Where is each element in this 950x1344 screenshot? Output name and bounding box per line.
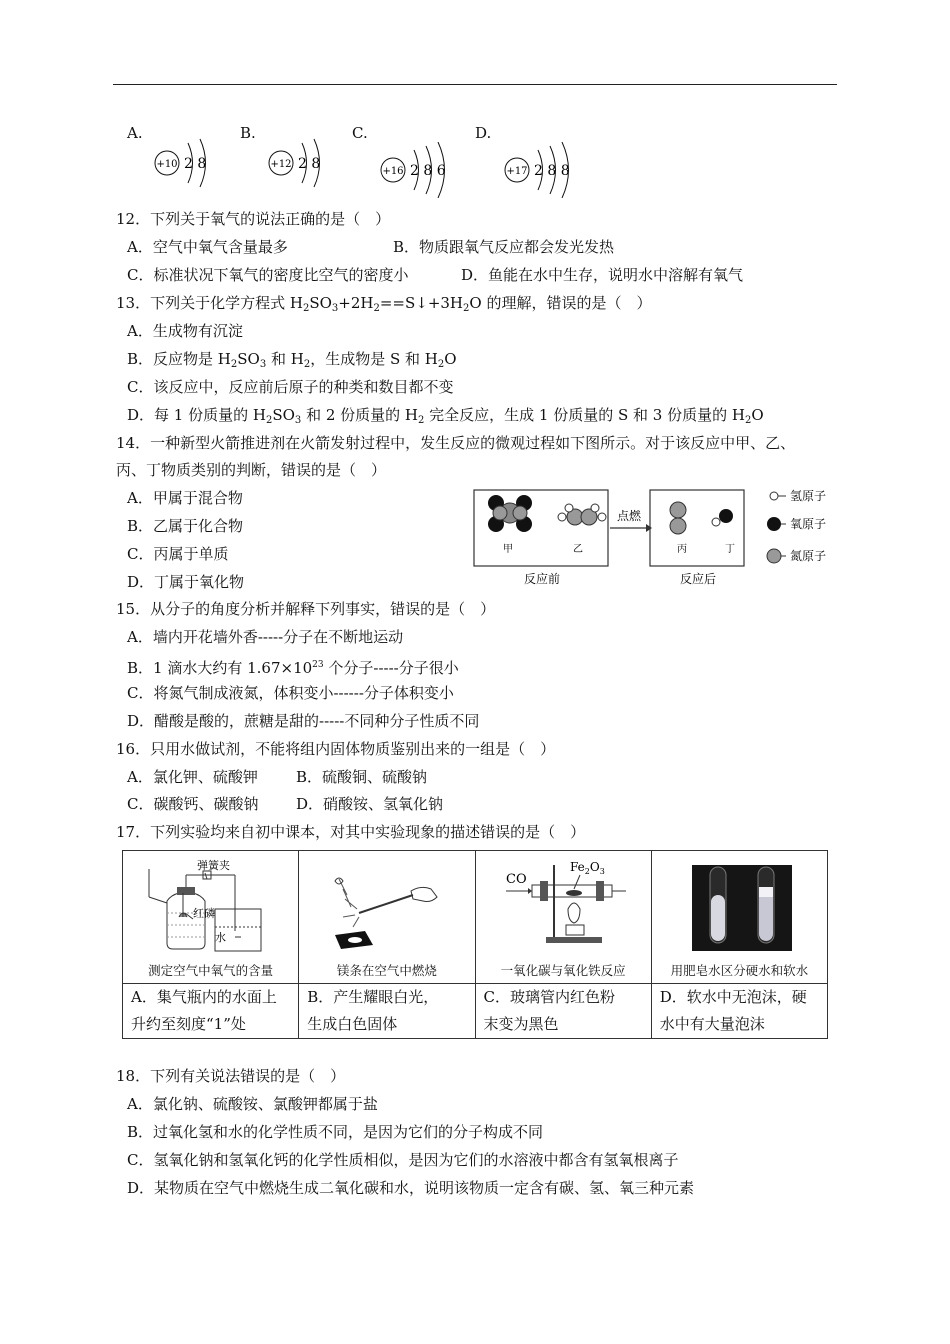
experiment-option-c: C．玻璃管内红色粉 末变为黑色 [475, 984, 651, 1039]
label-ding: 丁 [725, 544, 735, 555]
svg-text:+17: +17 [506, 166, 528, 177]
atom-option-letter: A. [127, 124, 143, 142]
question-12-option-c: C．标准状况下氧气的密度比空气的密度小 [127, 266, 409, 284]
question-14-option-a: A．甲属于混合物 [127, 489, 243, 507]
experiment-cell-co [475, 851, 651, 984]
label-jia: 甲 [503, 544, 513, 555]
magnesium-burning-illustration [299, 851, 465, 961]
experiment-cell-soap [651, 851, 827, 984]
svg-text:+16: +16 [382, 166, 404, 177]
question-12-option-d: D．鱼能在水中生存，说明水中溶解有氧气 [461, 266, 744, 284]
question-13-option-d: D．每 1 份质量的 $H_2SO_3$ 和 2 份质量的 $H_2$ 完全反应，生成 1 份质量的 S 和 3 份质量的 $H_2O$ [127, 406, 764, 426]
svg-text:2 8: 2 8 [298, 156, 321, 172]
question-13-option-a: A．生成物有沉淀 [127, 322, 243, 340]
label-red-phosphorus: 红磷 [193, 907, 215, 920]
caption-oxygen-content: 测定空气中氧气的含量 [148, 963, 274, 978]
question-16-option-a: A．氯化钾、硫酸钾 [127, 768, 258, 786]
caption-soap-water: 用肥皂水区分硬水和软水 [670, 963, 809, 978]
question-16-option-b: B．硫酸铜、硫酸钠 [296, 768, 428, 786]
question-15-stem: 15．从分子的角度分析并解释下列事实，错误的是（ ） [116, 600, 496, 618]
question-15-option-c: C．将氮气制成液氮，体积变小------分子体积变小 [127, 684, 454, 702]
soap-water-test-illustration [652, 851, 832, 961]
question-18-stem: 18．下列有关说法错误的是（ ） [116, 1067, 346, 1085]
atom-diagram [264, 135, 344, 191]
question-14-stem: 14．一种新型火箭推进剂在火箭发射过程中，发生反应的微观过程如下图所示。对于该反应中甲、乙、 [116, 434, 796, 452]
atom-option-letter: C. [352, 124, 368, 142]
legend-hydrogen: 氢原子 [790, 489, 827, 503]
label-before: 反应前 [523, 572, 561, 586]
svg-text:2 8 6: 2 8 6 [410, 163, 446, 179]
question-18-option-d: D．某物质在空气中燃烧生成二氧化碳和水，说明该物质一定含有碳、氢、氧三种元素 [127, 1179, 695, 1197]
question-13-option-c: C．该反应中，反应前后原子的种类和数目都不变 [127, 378, 454, 396]
label-fe2o3: $Fe_2O_3$ [569, 860, 605, 876]
svg-text:+12: +12 [270, 159, 292, 170]
question-18-option-a: A．氯化钠、硫酸铵、氯酸钾都属于盐 [127, 1095, 378, 1113]
experiment-option-d: D．软水中无泡沫，硬 水中有大量泡沫 [651, 984, 827, 1039]
label-after: 反应后 [679, 572, 717, 586]
experiment-cell-oxygen [123, 851, 299, 984]
question-12-stem: 12．下列关于氧气的说法正确的是（ ） [116, 210, 391, 228]
question-12-option-b: B．物质跟氧气反应都会发光发热 [393, 238, 615, 256]
oxygen-apparatus-illustration [123, 851, 303, 961]
co-reduction-apparatus-illustration [476, 851, 646, 961]
experiment-table [122, 850, 828, 1039]
svg-text:2 8: 2 8 [184, 156, 207, 172]
question-15-option-b: B．1 滴水大约有 $1.67\times 10^{23}$ 个分子-----分子很小 [127, 659, 459, 677]
atom-option-letter: B. [240, 124, 256, 142]
legend-oxygen: 氧原子 [790, 517, 827, 531]
question-12-option-a: A．空气中氧气含量最多 [127, 238, 288, 256]
question-14-stem-cont: 丙、丁物质类别的判断，错误的是（ ） [116, 461, 387, 479]
question-18-option-b: B．过氧化氢和水的化学性质不同，是因为它们的分子构成不同 [127, 1123, 544, 1141]
atom-diagram [150, 135, 230, 191]
legend-nitrogen: 氮原子 [790, 549, 827, 563]
svg-text:2 8 8: 2 8 8 [534, 163, 570, 179]
arrow-label: 点燃 [616, 509, 642, 523]
question-16-stem: 16．只用水做试剂，不能将组内固体物质鉴别出来的一组是（ ） [116, 740, 556, 758]
question-14-option-c: C．丙属于单质 [127, 545, 229, 563]
label-water: 水 [215, 931, 226, 944]
question-13-stem: 13．下列关于化学方程式 $H_2SO_3+2H_2==S↓+3H_2O$ 的理解，错误的是（ ） [116, 294, 652, 314]
question-15-option-a: A．墙内开花墙外香-----分子在不断地运动 [127, 628, 404, 646]
atom-option-letter: D. [475, 124, 492, 142]
caption-magnesium: 镁条在空气中燃烧 [336, 963, 437, 978]
question-14-option-d: D．丁属于氧化物 [127, 573, 245, 591]
question-16-option-c: C．碳酸钙、碳酸钠 [127, 795, 259, 813]
label-bing: 丙 [677, 544, 687, 555]
atom-diagram [500, 142, 600, 198]
reaction-diagram [472, 486, 834, 590]
caption-co-fe2o3: 一氧化碳与氧化铁反应 [500, 963, 626, 978]
label-yi: 乙 [573, 544, 583, 555]
svg-text:+10: +10 [156, 159, 178, 170]
experiment-option-a: A．集气瓶内的水面上 升约至刻度“1”处 [123, 984, 299, 1039]
question-15-option-d: D．醋酸是酸的，蔗糖是甜的-----不同种分子性质不同 [127, 712, 480, 730]
label-co: CO [505, 872, 527, 887]
atom-diagram [376, 142, 476, 198]
question-14-option-b: B．乙属于化合物 [127, 517, 244, 535]
question-17-stem: 17．下列实验均来自初中课本，对其中实验现象的描述错误的是（ ） [116, 823, 586, 841]
label-spring-clip: 弹簧夹 [197, 859, 230, 872]
question-18-option-c: C．氢氧化钠和氢氧化钙的化学性质相似，是因为它们的水溶液中都含有氢氧根离子 [127, 1151, 679, 1169]
header-rule [113, 84, 837, 85]
experiment-cell-magnesium [299, 851, 475, 984]
question-13-option-b: B．反应物是 $H_2SO_3$ 和 $H_2$，生成物是 S 和 $H_2O$ [127, 350, 457, 370]
experiment-option-b: B．产生耀眼白光， 生成白色固体 [299, 984, 475, 1039]
question-16-option-d: D．硝酸铵、氢氧化钠 [296, 795, 444, 813]
